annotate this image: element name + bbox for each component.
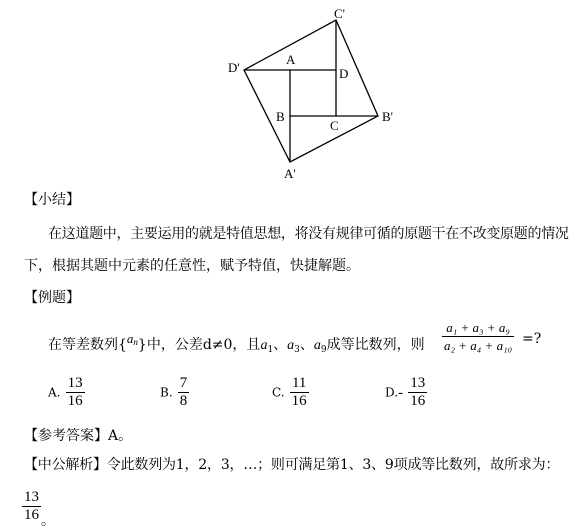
reference-answer: 【参考答案】A。 <box>24 428 133 444</box>
label-b-prime: B' <box>382 109 394 124</box>
analysis-text: 【中公解析】令此数列为1，2，3，…；则可满足第1、3、9项成等比数列，故所求为： <box>24 457 560 473</box>
option-b: B. $\frac{7}{8}$ <box>160 375 188 409</box>
option-d: D.- $\frac{13}{16}$ <box>385 375 426 409</box>
label-d: D <box>339 66 349 81</box>
summary-line-2: 下，根据其题中元素的任意性，赋予特值，快捷解题。 <box>24 258 360 274</box>
summary-line-1: 在这道题中，主要运用的就是特值思想，将没有规律可循的原题干在不改变原题的情况 <box>48 226 569 242</box>
example-question: 在等差数列$\{a^n\}$中，公差d≠0，且$a_1$、$a_3$、$a_9$成等比数列，则 <box>48 331 425 355</box>
label-a-prime: A' <box>284 166 296 181</box>
label-d-prime: D' <box>228 60 240 75</box>
label-c: C <box>330 118 339 133</box>
inner-square <box>290 70 336 116</box>
example-heading: 【例题】 <box>24 290 80 306</box>
label-b: B <box>276 109 285 124</box>
option-c: C. $\frac{11}{16}$ <box>272 375 307 409</box>
option-a: A. $\frac{13}{16}$ <box>48 375 83 409</box>
geometry-figure <box>0 0 585 200</box>
example-question-end: =? <box>522 331 542 347</box>
label-a: A <box>286 52 296 67</box>
analysis-result: $\frac{13}{16}$ 。 <box>24 489 55 529</box>
outer-square <box>244 20 378 162</box>
summary-heading: 【小结】 <box>24 192 80 208</box>
label-c-prime: C' <box>334 6 346 21</box>
example-fraction: $\frac{\text{a₁ + a₃ + a₉}}{\text{a₂ + a₄ + a₁₀}}$ <box>444 320 513 353</box>
